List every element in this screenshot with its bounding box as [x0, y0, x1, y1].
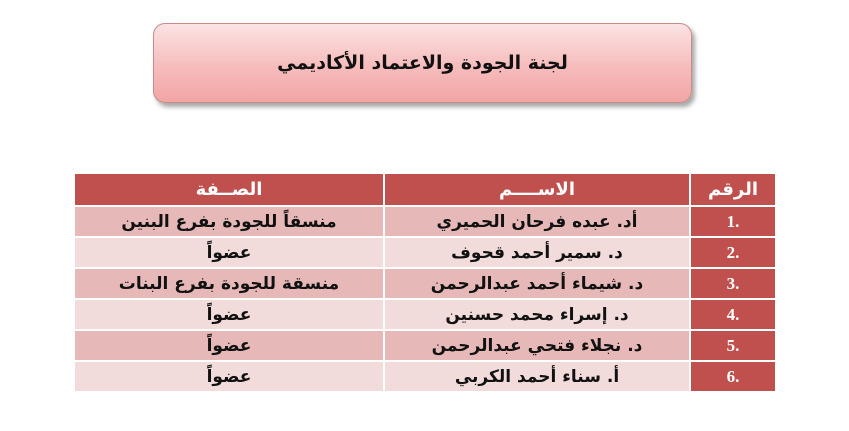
row-number: .1 [690, 206, 776, 237]
row-number: .5 [690, 330, 776, 361]
table-row [74, 237, 776, 268]
table-row [74, 268, 776, 299]
header-role: الصــفة [74, 173, 384, 206]
row-role: عضواً [74, 361, 384, 392]
title-box [153, 23, 692, 103]
row-number: .2 [690, 237, 776, 268]
table-row [74, 206, 776, 237]
row-name: د. سمير أحمد قحوف [384, 237, 690, 268]
row-name: د. إسراء محمد حسنين [384, 299, 690, 330]
row-role: عضواً [74, 299, 384, 330]
row-role: عضواً [74, 330, 384, 361]
header-name: الاســــم [384, 173, 690, 206]
row-name: د. نجلاء فتحي عبدالرحمن [384, 330, 690, 361]
header-number: الرقم [690, 173, 776, 206]
row-number: .6 [690, 361, 776, 392]
row-name: أ. سناء أحمد الكربي [384, 361, 690, 392]
row-number: .3 [690, 268, 776, 299]
row-name: د. شيماء أحمد عبدالرحمن [384, 268, 690, 299]
row-role: منسقة للجودة بفرع البنات [74, 268, 384, 299]
table-header-row [74, 173, 776, 206]
row-name: أد. عبده فرحان الحميري [384, 206, 690, 237]
committee-table [73, 172, 777, 393]
row-role: عضواً [74, 237, 384, 268]
page-title: لجنة الجودة والاعتماد الأكاديمي [277, 52, 568, 74]
row-number: .4 [690, 299, 776, 330]
row-role: منسقاً للجودة بفرع البنين [74, 206, 384, 237]
table-row [74, 299, 776, 330]
table-row [74, 330, 776, 361]
table-row [74, 361, 776, 392]
